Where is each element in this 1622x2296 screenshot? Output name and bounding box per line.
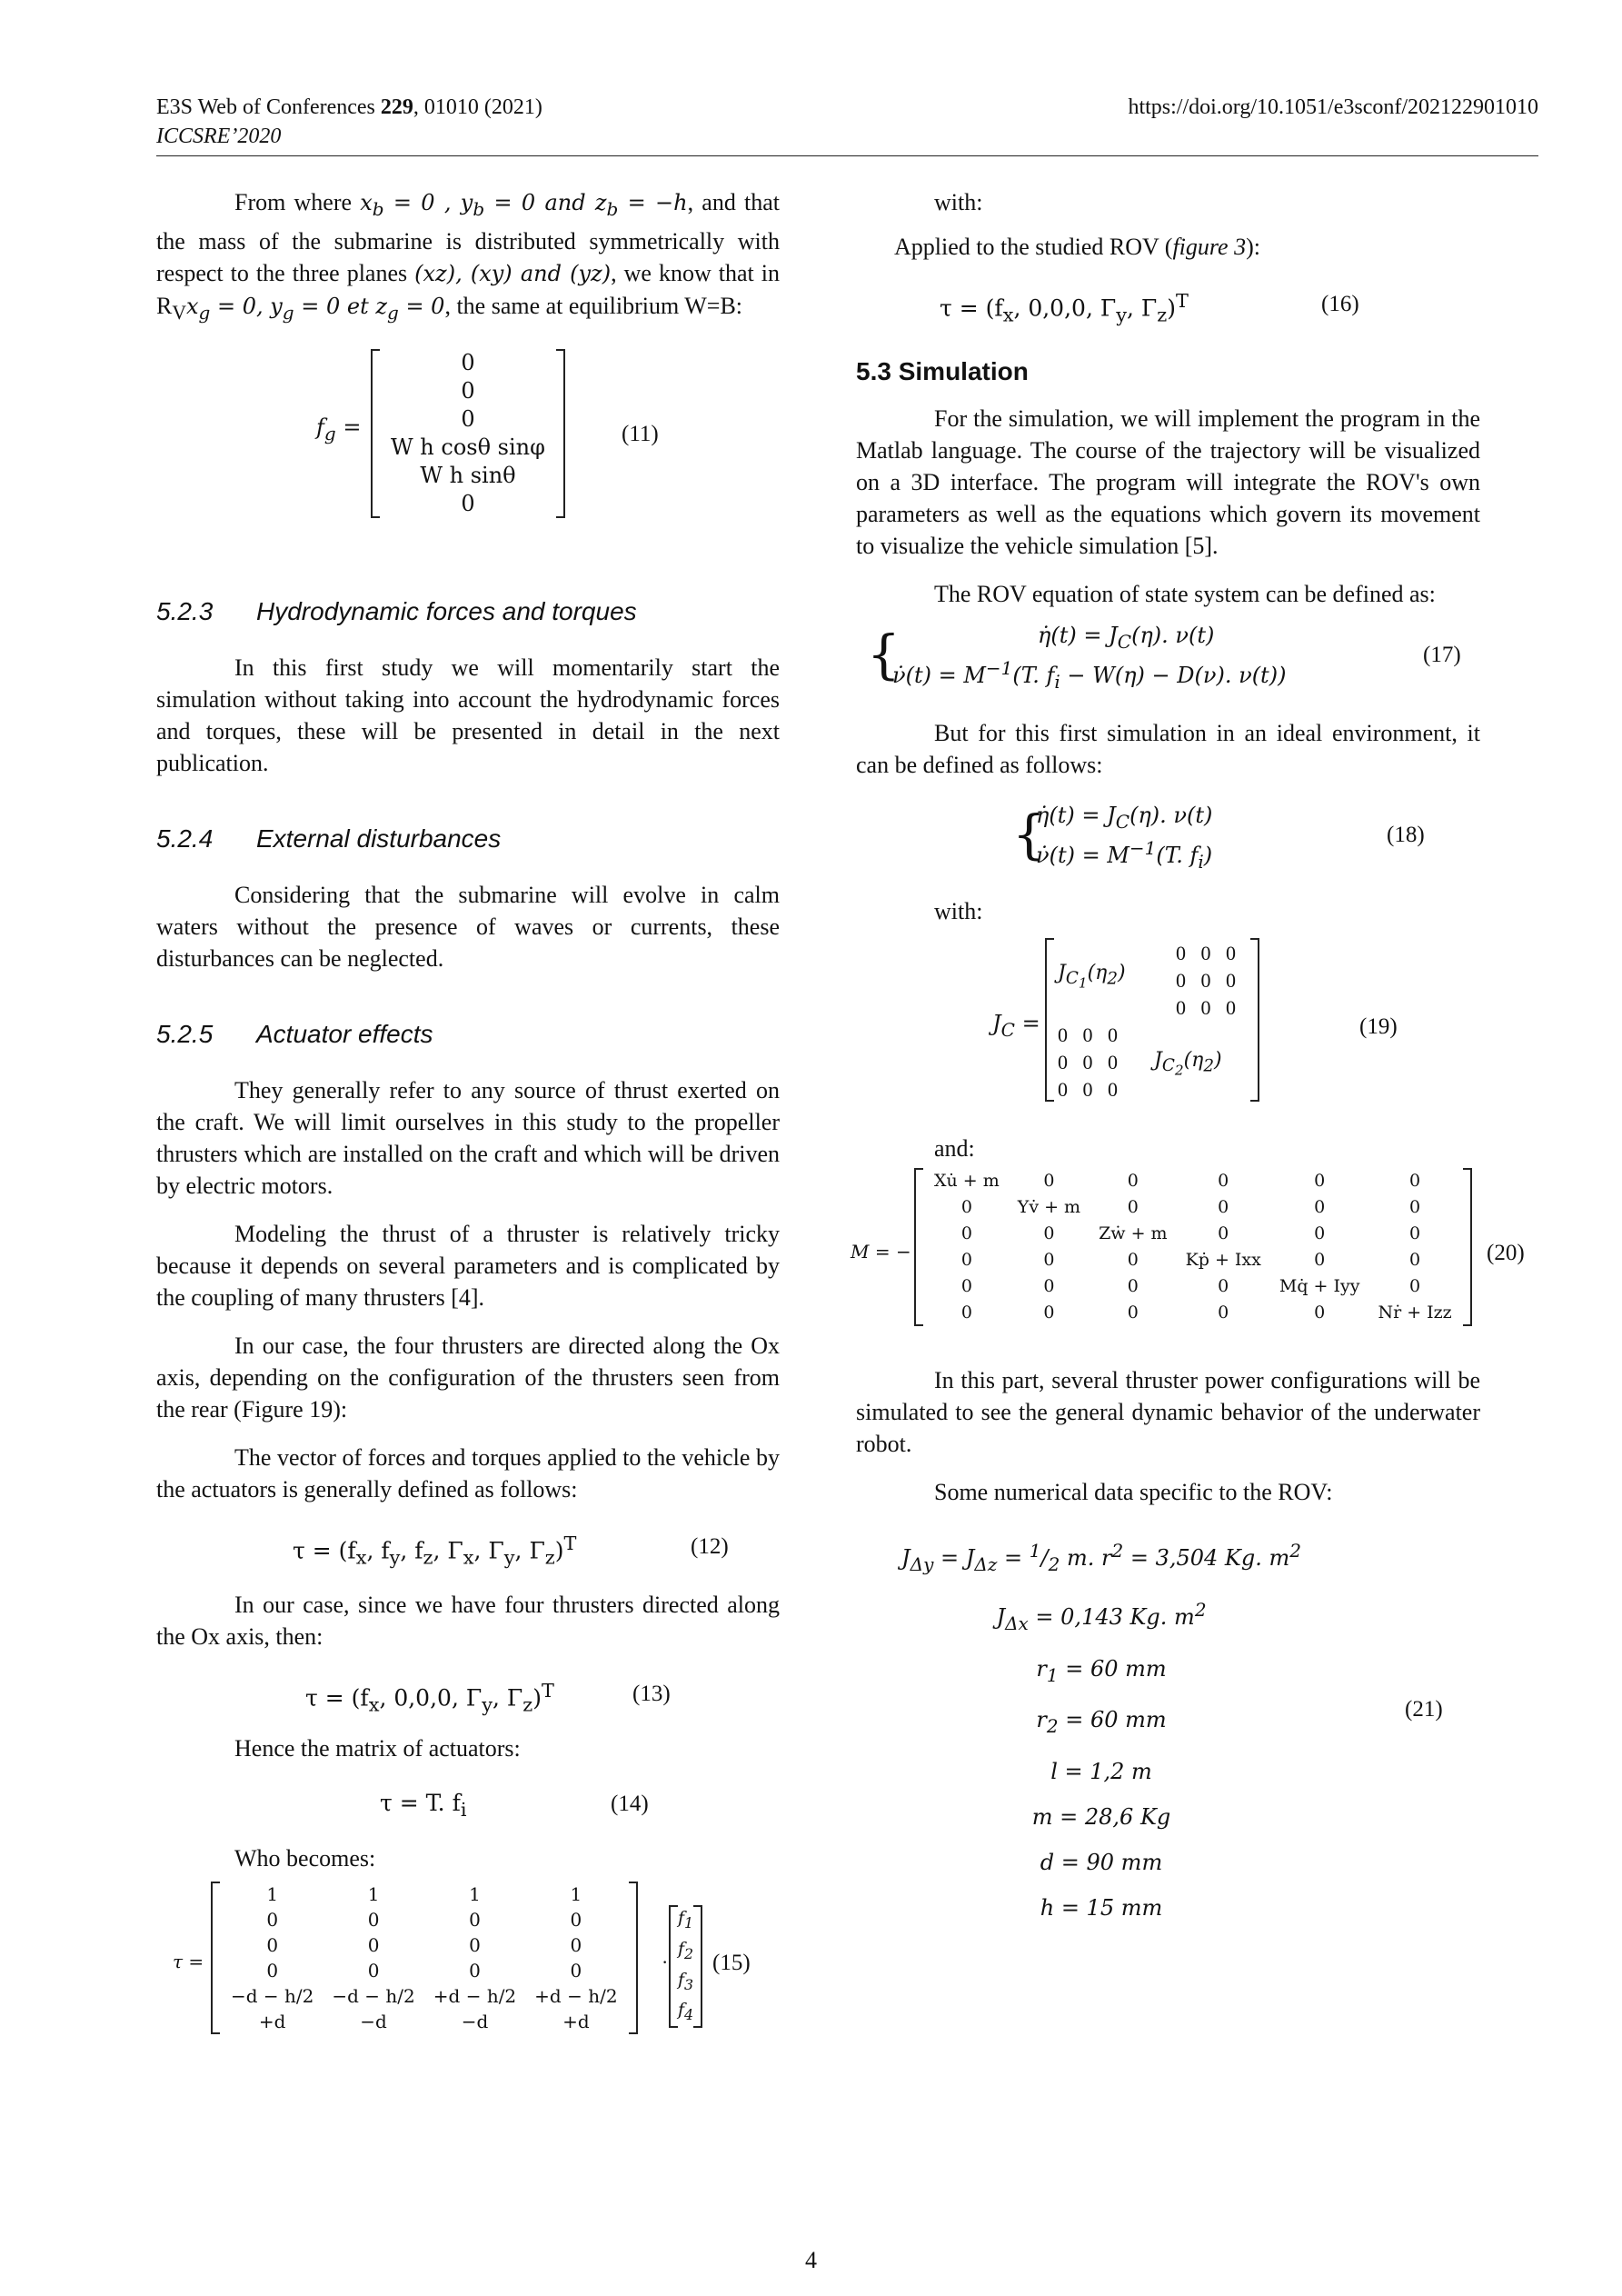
with-text-1: with: [934, 189, 983, 215]
paragraph-simulation-3: But for this first simulation in an ideal environment, it can be defined as follows: [856, 720, 1480, 778]
doi-link[interactable]: https://doi.org/10.1051/e3sconf/202122901010 [1128, 95, 1538, 119]
equation-14: τ = T. $f_i$ (14) [380, 1789, 649, 1821]
equation-18: { η̇(t) = $J_C(\eta)$. ν(t) ν̇(t) = $M^{-1}(T$. $f_i$) (18) [1012, 803, 1425, 873]
with-text-2: with: [934, 898, 983, 924]
paragraph-actuators-4: The vector of forces and torques applied to the vehicle by the actuators is generally defined as follows: [156, 1443, 780, 1502]
section-heading-5-2-5: 5.2.5 Actuator effects [156, 1019, 433, 1048]
paragraph-actuators-6: Hence the matrix of actuators: [234, 1734, 521, 1762]
right-column [851, 186, 1525, 1922]
applied-text: Applied to the studied ROV (figure 3): [894, 234, 1260, 260]
running-header-left [156, 93, 542, 151]
equation-15: τ = 1 1 1 1 0 0 0 0 0 0 0 0 0 0 0 0 −d − h/2 −d − h/2 +d − h/2 +d − h/2 +d −d −d +d · $f_1$ $f_2$ $f_3$ $f_4$ (15) [173, 1882, 751, 2032]
paragraph-hydrodynamic: In this first study we will momentarily start the simulation without taking into account the hydrodynamic forces and torques, these will be presented in detail in the next publication. [156, 654, 780, 776]
conference-name: ICCSRE’2020 [156, 125, 282, 148]
thrust-vector: $f_1$ $f_2$ $f_3$ $f_4$ [669, 1905, 702, 2028]
equation-11: $f_g$ = 0 0 0 W h cosθ sinφ W h sinθ 0 (11) [316, 349, 659, 516]
paragraph-disturbances: Considering that the submarine will evolve in calm waters without the presence of waves or currents, these disturbances can be neglected. [156, 881, 780, 972]
fg-matrix: 0 0 0 W h cosθ sinφ W h sinθ 0 [371, 349, 565, 518]
paragraph-actuators-2: Modeling the thrust of a thruster is relatively tricky because it depends on several parameters and is complicated by the coupling of many thrusters [4]. [156, 1220, 780, 1311]
paragraph-simulation-5: Some numerical data specific to the ROV: [934, 1479, 1333, 1505]
paragraph-simulation-4: In this part, several thruster power configurations will be simulated to see the general dynamic behavior of the underwater robot. [856, 1367, 1480, 1457]
equation-12: $\tau = (f_x$, $f_y$, $f_z$, $\Gamma_x$, $\Gamma_y$, $\Gamma_z)^T$ (12) [293, 1532, 729, 1569]
thruster-matrix: 1 1 1 1 0 0 0 0 0 0 0 0 0 0 0 0 −d − h/2 −d − h/2 +d − h/2 +d − h/2 +d −d −d +d [211, 1882, 638, 2034]
paragraph-actuators-7: Who becomes: [234, 1844, 376, 1872]
header-divider [156, 155, 1538, 156]
section-heading-5-3: 5.3 Simulation [856, 357, 1029, 385]
section-heading-5-2-3: 5.2.3 Hydrodynamic forces and torques [156, 596, 637, 625]
paragraph-actuators-1: They generally refer to any source of thrust exerted on the craft. We will limit ourselves in this study to the propeller thrusters which are installed on the craft and which will be driven by electric motors. [156, 1076, 780, 1199]
equation-17: { η̇(t) = $J_C(\eta)$. ν(t) ν̇(t) = $M^{-1}(T$. $f_i - W(\eta) - D(\nu)$. ν(t)) (17) [867, 623, 1461, 693]
mass-matrix: Xu̇ + m 0 0 0 0 0 0 Yv̇ + m 0 0 0 0 0 0 Zẇ + m 0 0 0 0 0 0 Kṗ + Ixx 0 0 0 0 0 0 Mq̇ + Iyy 0 0 0 0 0 0 Nṙ + Izz [914, 1168, 1472, 1326]
jacobian-matrix: 0 0 0 0 0 0 0 0 0 $J_{C_1}(\eta_2)$ 0 0 0 0 0 0 0 0 0 $J_{C_2}(\eta_2)$ [1045, 938, 1259, 1102]
journal-citation: E3S Web of Conferences 229, 01010 (2021) [156, 95, 542, 119]
paragraph-simulation-1: For the simulation, we will implement the program in the Matlab language. The course of the trajectory will be visualized on a 3D interface. The program will integrate the ROV's own parameters as well as the equations which govern its movement to visualize the vehicle simulation [5]. [856, 405, 1480, 559]
equation-20: M = − Xu̇ + m 0 0 0 0 0 0 Yv̇ + m 0 0 0 0 0 0 Zẇ + m 0 0 0 0 0 0 Kṗ + Ixx 0 0 0 0 0 0 Mq̇ + Iyy 0 0 0 0 0 0 Nṙ + Izz (20) [856, 1168, 1480, 1350]
equation-13: $\tau = (f_x$, 0,0,0, $\Gamma_y$, $\Gamma_z)^T$ (13) [305, 1679, 671, 1716]
equation-19: $J_C$ = 0 0 0 0 0 0 0 0 0 $J_{C_1}(\eta_2)$ 0 0 0 0 0 0 0 0 0 $J_{C_2}(\eta_2)$ (19) [856, 938, 1480, 1120]
rov-parameters: $J_{\Delta y} = J_{\Delta z} = ^1/_2$ m. $r^2 = 3,504$ Kg. $m^2$ $J_{\Delta x} = 0,143$ Kg. $m^2$ $r_1 = 60$ mm $r_2 = 60$ mm l = 1,2 m m = 28,6 Kg d = 90 mm h = 15 mm [901, 1540, 1301, 1922]
paragraph-equilibrium: From where $x_b = 0$ , $y_b = 0$ and $z_b = -h$, and that the mass of the submarine is distributed symmetrically with respect to the three planes (xz), (xy) and (yz), we know that in $R_Vx_g = 0$, $y_g = 0$ et $z_g = 0$, the same at equilibrium W=B: [156, 189, 780, 324]
page-number: 4 [805, 2247, 817, 2273]
equation-21: $J_{\Delta y} = J_{\Delta z} = ^1/_2$ m. $r^2 = 3,504$ Kg. $m^2$ $J_{\Delta x} = 0,143$ Kg. $m^2$ $r_1 = 60$ mm $r_2 = 60$ mm l = 1,2 m m = 28,6 Kg d = 90 mm h = 15 mm (21) [856, 1528, 1480, 1910]
paragraph-simulation-2: The ROV equation of state system can be defined as: [934, 581, 1436, 607]
equation-16: $\tau = (f_x$, 0,0,0, $\Gamma_y$, $\Gamma_z)^T$ (16) [940, 290, 1359, 326]
paragraph-actuators-5: In our case, since we have four thrusters directed along the Ox axis, then: [156, 1591, 780, 1650]
section-heading-5-2-4: 5.2.4 External disturbances [156, 824, 502, 853]
equation-number: (11) [622, 421, 659, 446]
paragraph-actuators-3: In our case, the four thrusters are directed along the Ox axis, depending on the configuration of the thrusters seen from the rear (Figure 19): [156, 1332, 780, 1423]
and-text: and: [934, 1135, 975, 1162]
left-column [156, 186, 780, 2054]
